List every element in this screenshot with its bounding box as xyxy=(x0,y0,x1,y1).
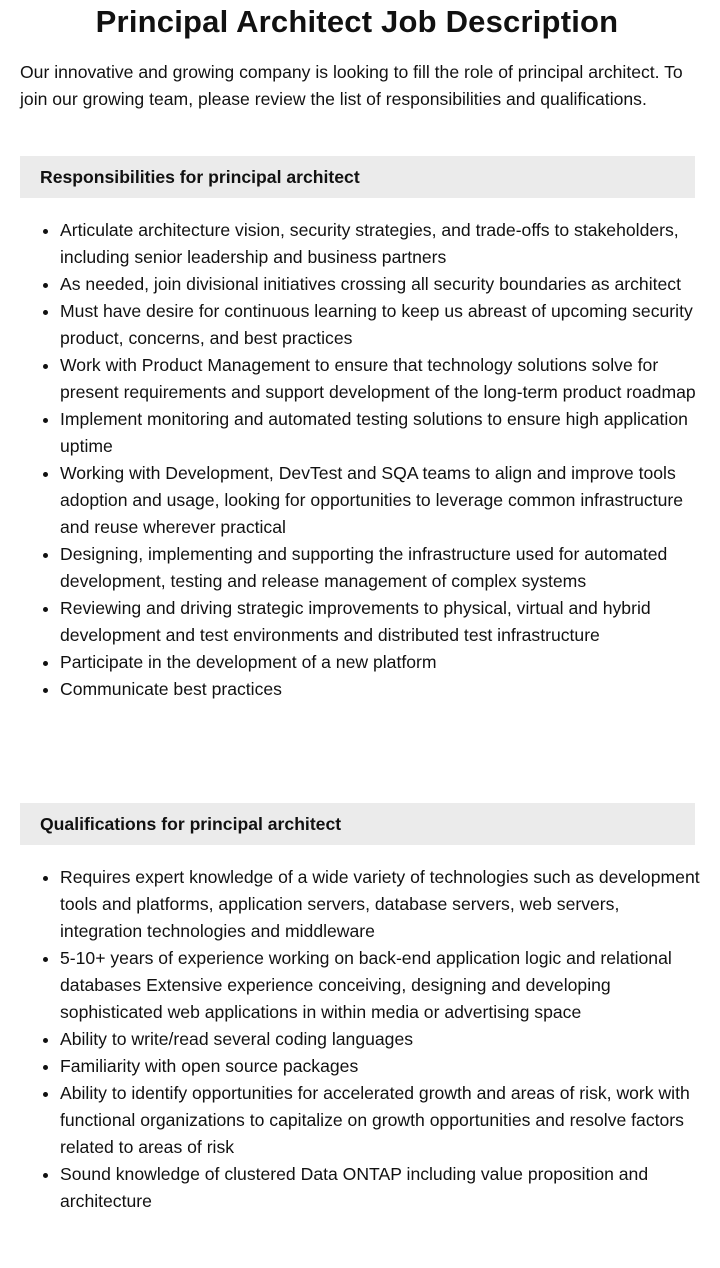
responsibility-item: • Implement monitoring and automated testing solutions to ensure high application uptime xyxy=(60,406,700,460)
page-title: Principal Architect Job Description xyxy=(95,4,619,39)
responsibility-item: • Must have desire for continuous learning to keep us abreast of upcoming security product, concerns, and best practices xyxy=(60,298,700,352)
responsibility-item: • Articulate architecture vision, security strategies, and trade-offs to stakeholders, including senior leadership and business partners xyxy=(60,217,700,271)
responsibility-item: • Participate in the development of a new platform xyxy=(60,649,700,676)
responsibility-item: • As needed, join divisional initiatives crossing all security boundaries as architect xyxy=(60,271,700,298)
responsibility-item: • Work with Product Management to ensure that technology solutions solve for present requirements and support development of the long-term product roadmap xyxy=(60,352,700,406)
responsibility-item: • Designing, implementing and supporting the infrastructure used for automated development, testing and release management of complex systems xyxy=(60,541,700,595)
responsibility-item: • Reviewing and driving strategic improvements to physical, virtual and hybrid development and test environments and distributed test infrastructure xyxy=(60,595,700,649)
responsibility-item: • Communicate best practices xyxy=(60,676,700,703)
responsibilities-list xyxy=(20,217,700,703)
responsibilities-heading: Responsibilities for principal architect xyxy=(20,156,695,198)
qualifications-heading: Qualifications for principal architect xyxy=(20,803,695,845)
responsibility-item: • Working with Development, DevTest and SQA teams to align and improve tools adoption and usage, looking for opportunities to leverage common infrastructure and reuse wherever practical xyxy=(60,460,700,541)
qualification-item: • Familiarity with open source packages xyxy=(60,1053,700,1080)
qualifications-list xyxy=(20,864,700,1215)
qualification-item: • Requires expert knowledge of a wide variety of technologies such as development tools and platforms, application servers, database servers, web servers, integration technologies and middleware xyxy=(60,864,700,945)
qualification-item: • Sound knowledge of clustered Data ONTAP including value proposition and architecture xyxy=(60,1161,700,1215)
qualification-item: • 5-10+ years of experience working on back-end application logic and relational databases Extensive experience conceiving, designing and developing sophisticated web applications in within media or advertising space xyxy=(60,945,700,1026)
qualification-item: • Ability to identify opportunities for accelerated growth and areas of risk, work with functional organizations to capitalize on growth opportunities and resolve factors related to areas of risk xyxy=(60,1080,700,1161)
intro-paragraph: Our innovative and growing company is looking to fill the role of principal architect. To join our growing team, please review the list of responsibilities and qualifications. xyxy=(20,62,683,109)
qualification-item: • Ability to write/read several coding languages xyxy=(60,1026,700,1053)
